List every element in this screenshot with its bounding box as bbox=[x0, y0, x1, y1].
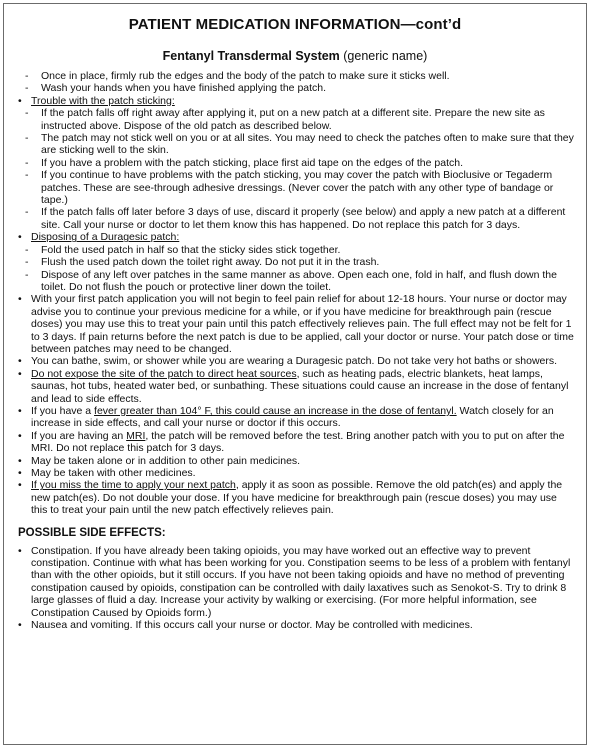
taken-alone-text: May be taken alone or in addition to other pain medicines. bbox=[31, 454, 301, 467]
dash-marker: - bbox=[25, 70, 29, 82]
drug-generic-note: (generic name) bbox=[339, 49, 428, 63]
trouble-item bbox=[18, 107, 576, 132]
disposing-section bbox=[18, 231, 576, 243]
intro-text: Once in place, firmly rub the edges and the body of the patch to make sure it sticks well. bbox=[41, 70, 450, 82]
trouble-text: If the patch falls off later before 3 days of use, discard it properly (see below) and apply a new patch at a different site. Call your nurse or doctor to let them know this has happened. Do not replace this patch for 3 days. bbox=[41, 206, 566, 231]
trouble-sticking-section bbox=[18, 95, 576, 107]
trouble-item bbox=[18, 132, 576, 157]
dash-marker: - bbox=[25, 107, 29, 120]
side-effect-item bbox=[18, 619, 576, 631]
bullet-marker: • bbox=[18, 429, 22, 442]
drug-subtitle bbox=[4, 48, 586, 64]
dash-marker: - bbox=[25, 256, 29, 269]
disposing-text: Flush the used patch down the toilet right away. Do not put it in the trash. bbox=[41, 256, 380, 269]
heat-warning-text: , such as heating pads, electric blankets, heat lamps, saunas, hot tubs, heated water bed, or sunbathing. These situations could cause an increase in the dose of fentanyl and lead to side effects. bbox=[31, 367, 569, 405]
trouble-text: If the patch falls off right away after applying it, put on a new patch at a different site. Prepare the new site as instructed above. Dispose of the old patch as described below. bbox=[41, 107, 545, 132]
bullet-marker: • bbox=[18, 454, 22, 467]
intro-item bbox=[18, 82, 576, 94]
side-effect-item bbox=[18, 545, 576, 619]
missed-dose-emphasis: If you miss the time to apply your next patch bbox=[31, 479, 236, 492]
disposing-text: Dispose of any left over patches in the same manner as above. Open each one, fold in half, and flush down the toilet. Do not flush the pouch or protective liner down the toilet. bbox=[41, 268, 557, 293]
trouble-item bbox=[18, 206, 576, 231]
trouble-text: If you continue to have problems with the patch sticking, you may cover the patch with Bioclusive or Tegaderm patches. These are see-through adhesive dressings. (Never cover the patch with any other type of bandage or tape.) bbox=[41, 169, 554, 207]
bullet-marker: • bbox=[18, 293, 22, 306]
dash-marker: - bbox=[25, 156, 29, 169]
bathing-item bbox=[18, 355, 576, 367]
fever-warning-emphasis: fever greater than 104° F, this could cause an increase in the dose of fentanyl. bbox=[94, 404, 457, 417]
side-effect-text: Nausea and vomiting. If this occurs call your nurse or doctor. May be controlled with medicines. bbox=[31, 619, 473, 632]
trouble-item bbox=[18, 157, 576, 169]
taken-alone-item bbox=[18, 455, 576, 467]
bullet-marker: • bbox=[18, 544, 22, 557]
disposing-item bbox=[18, 244, 576, 256]
bullet-marker: • bbox=[18, 94, 22, 107]
page-title: PATIENT MEDICATION INFORMATION—cont’d bbox=[128, 16, 462, 33]
dash-marker: - bbox=[25, 169, 29, 182]
dash-marker: - bbox=[25, 132, 29, 145]
dash-marker: - bbox=[25, 268, 29, 281]
intro-item bbox=[18, 70, 576, 82]
bullet-marker: • bbox=[18, 479, 22, 492]
fever-warning-item bbox=[18, 405, 576, 430]
first-patch-item bbox=[18, 293, 576, 355]
dash-marker: - bbox=[25, 82, 29, 95]
disposing-heading: Disposing of a Duragesic patch: bbox=[31, 231, 180, 244]
disposing-item bbox=[18, 256, 576, 268]
mri-item bbox=[18, 430, 576, 455]
side-effect-text: Constipation. If you have already been taking opioids, you may have worked out an effective way to prevent constipation. Continue with what has been working for you. Constipation seems to be less of a problem with fentanyl than with the other opioids, but it still occurs. If you have not been taking opioids and have no method of preventing constipation caused by opioids, constipation can be controlled with daily laxatives such as Senokot-S. Try to drink 8 large glasses of fluid a day. Increase your activity by walking or exercising. (For more helpful information, see Constipation Caused by Opioids form.) bbox=[31, 544, 571, 619]
bullet-marker: • bbox=[18, 404, 22, 417]
bullet-marker: • bbox=[18, 367, 22, 380]
heat-warning-item bbox=[18, 368, 576, 405]
side-effects-heading: POSSIBLE SIDE EFFECTS: bbox=[18, 526, 166, 539]
intro-text: Wash your hands when you have finished applying the patch. bbox=[41, 82, 327, 95]
bathing-text: You can bathe, swim, or shower while you are wearing a Duragesic patch. Do not take very hot baths or showers. bbox=[31, 355, 558, 368]
bullet-marker: • bbox=[18, 467, 22, 479]
mri-text-rest: , the patch will be removed before the test. Bring another patch with you to put on after the MRI. Do not replace this patch for 3 days. bbox=[31, 429, 565, 455]
fever-text-rest: Watch closely for an increase in side effects, and call your nurse or doctor if this occurs. bbox=[31, 404, 554, 430]
other-medicines-item bbox=[18, 467, 576, 479]
document-page bbox=[3, 3, 587, 745]
dash-marker: - bbox=[25, 243, 29, 256]
dash-marker: - bbox=[25, 206, 29, 219]
disposing-item bbox=[18, 269, 576, 294]
bullet-marker: • bbox=[18, 355, 22, 368]
bullet-marker: • bbox=[18, 231, 22, 244]
mri-text-lead: If you are having an bbox=[31, 429, 127, 442]
trouble-text: If you have a problem with the patch sticking, place first aid tape on the edges of the patch. bbox=[41, 156, 464, 169]
missed-dose-item bbox=[18, 479, 576, 516]
trouble-text: The patch may not stick well on you or at all sites. You may need to check the patches often to make sure that they are sticking well to the skin. bbox=[41, 132, 574, 157]
bullet-marker: • bbox=[18, 619, 22, 632]
disposing-text: Fold the used patch in half so that the sticky sides stick together. bbox=[41, 243, 341, 256]
trouble-sticking-heading: Trouble with the patch sticking: bbox=[31, 94, 175, 107]
trouble-item bbox=[18, 169, 576, 206]
other-medicines-text: May be taken with other medicines. bbox=[31, 467, 196, 479]
missed-dose-text: , apply it as soon as possible. Remove the old patch(es) and apply the new patch(es). Do not double your dose. If you have medicine for breakthrough pain (rescue doses) you may use this to treat your pain until the new patch effectively relieves pain. bbox=[31, 479, 563, 517]
drug-name: Fentanyl Transdermal System bbox=[162, 49, 340, 63]
fever-text-lead: If you have a bbox=[31, 404, 95, 417]
instructions-body bbox=[4, 70, 586, 631]
mri-emphasis: MRI bbox=[126, 429, 146, 442]
first-patch-text: With your first patch application you will not begin to feel pain relief for about 12-18 hours. Your nurse or doctor may advise you to continue your previous medicine for a while, or if you have medicine for breakthrough pain (rescue doses) you may use this to treat your pain until this patch effectively relieves pain. The full effect may not be felt for 1 to 3 days. If pain returns before the next patch is due to be applied, call your doctor or nurse. Your patch dose or time between patches may need to be changed. bbox=[31, 293, 574, 355]
heat-warning-emphasis: Do not expose the site of the patch to direct heat sources bbox=[31, 367, 297, 380]
